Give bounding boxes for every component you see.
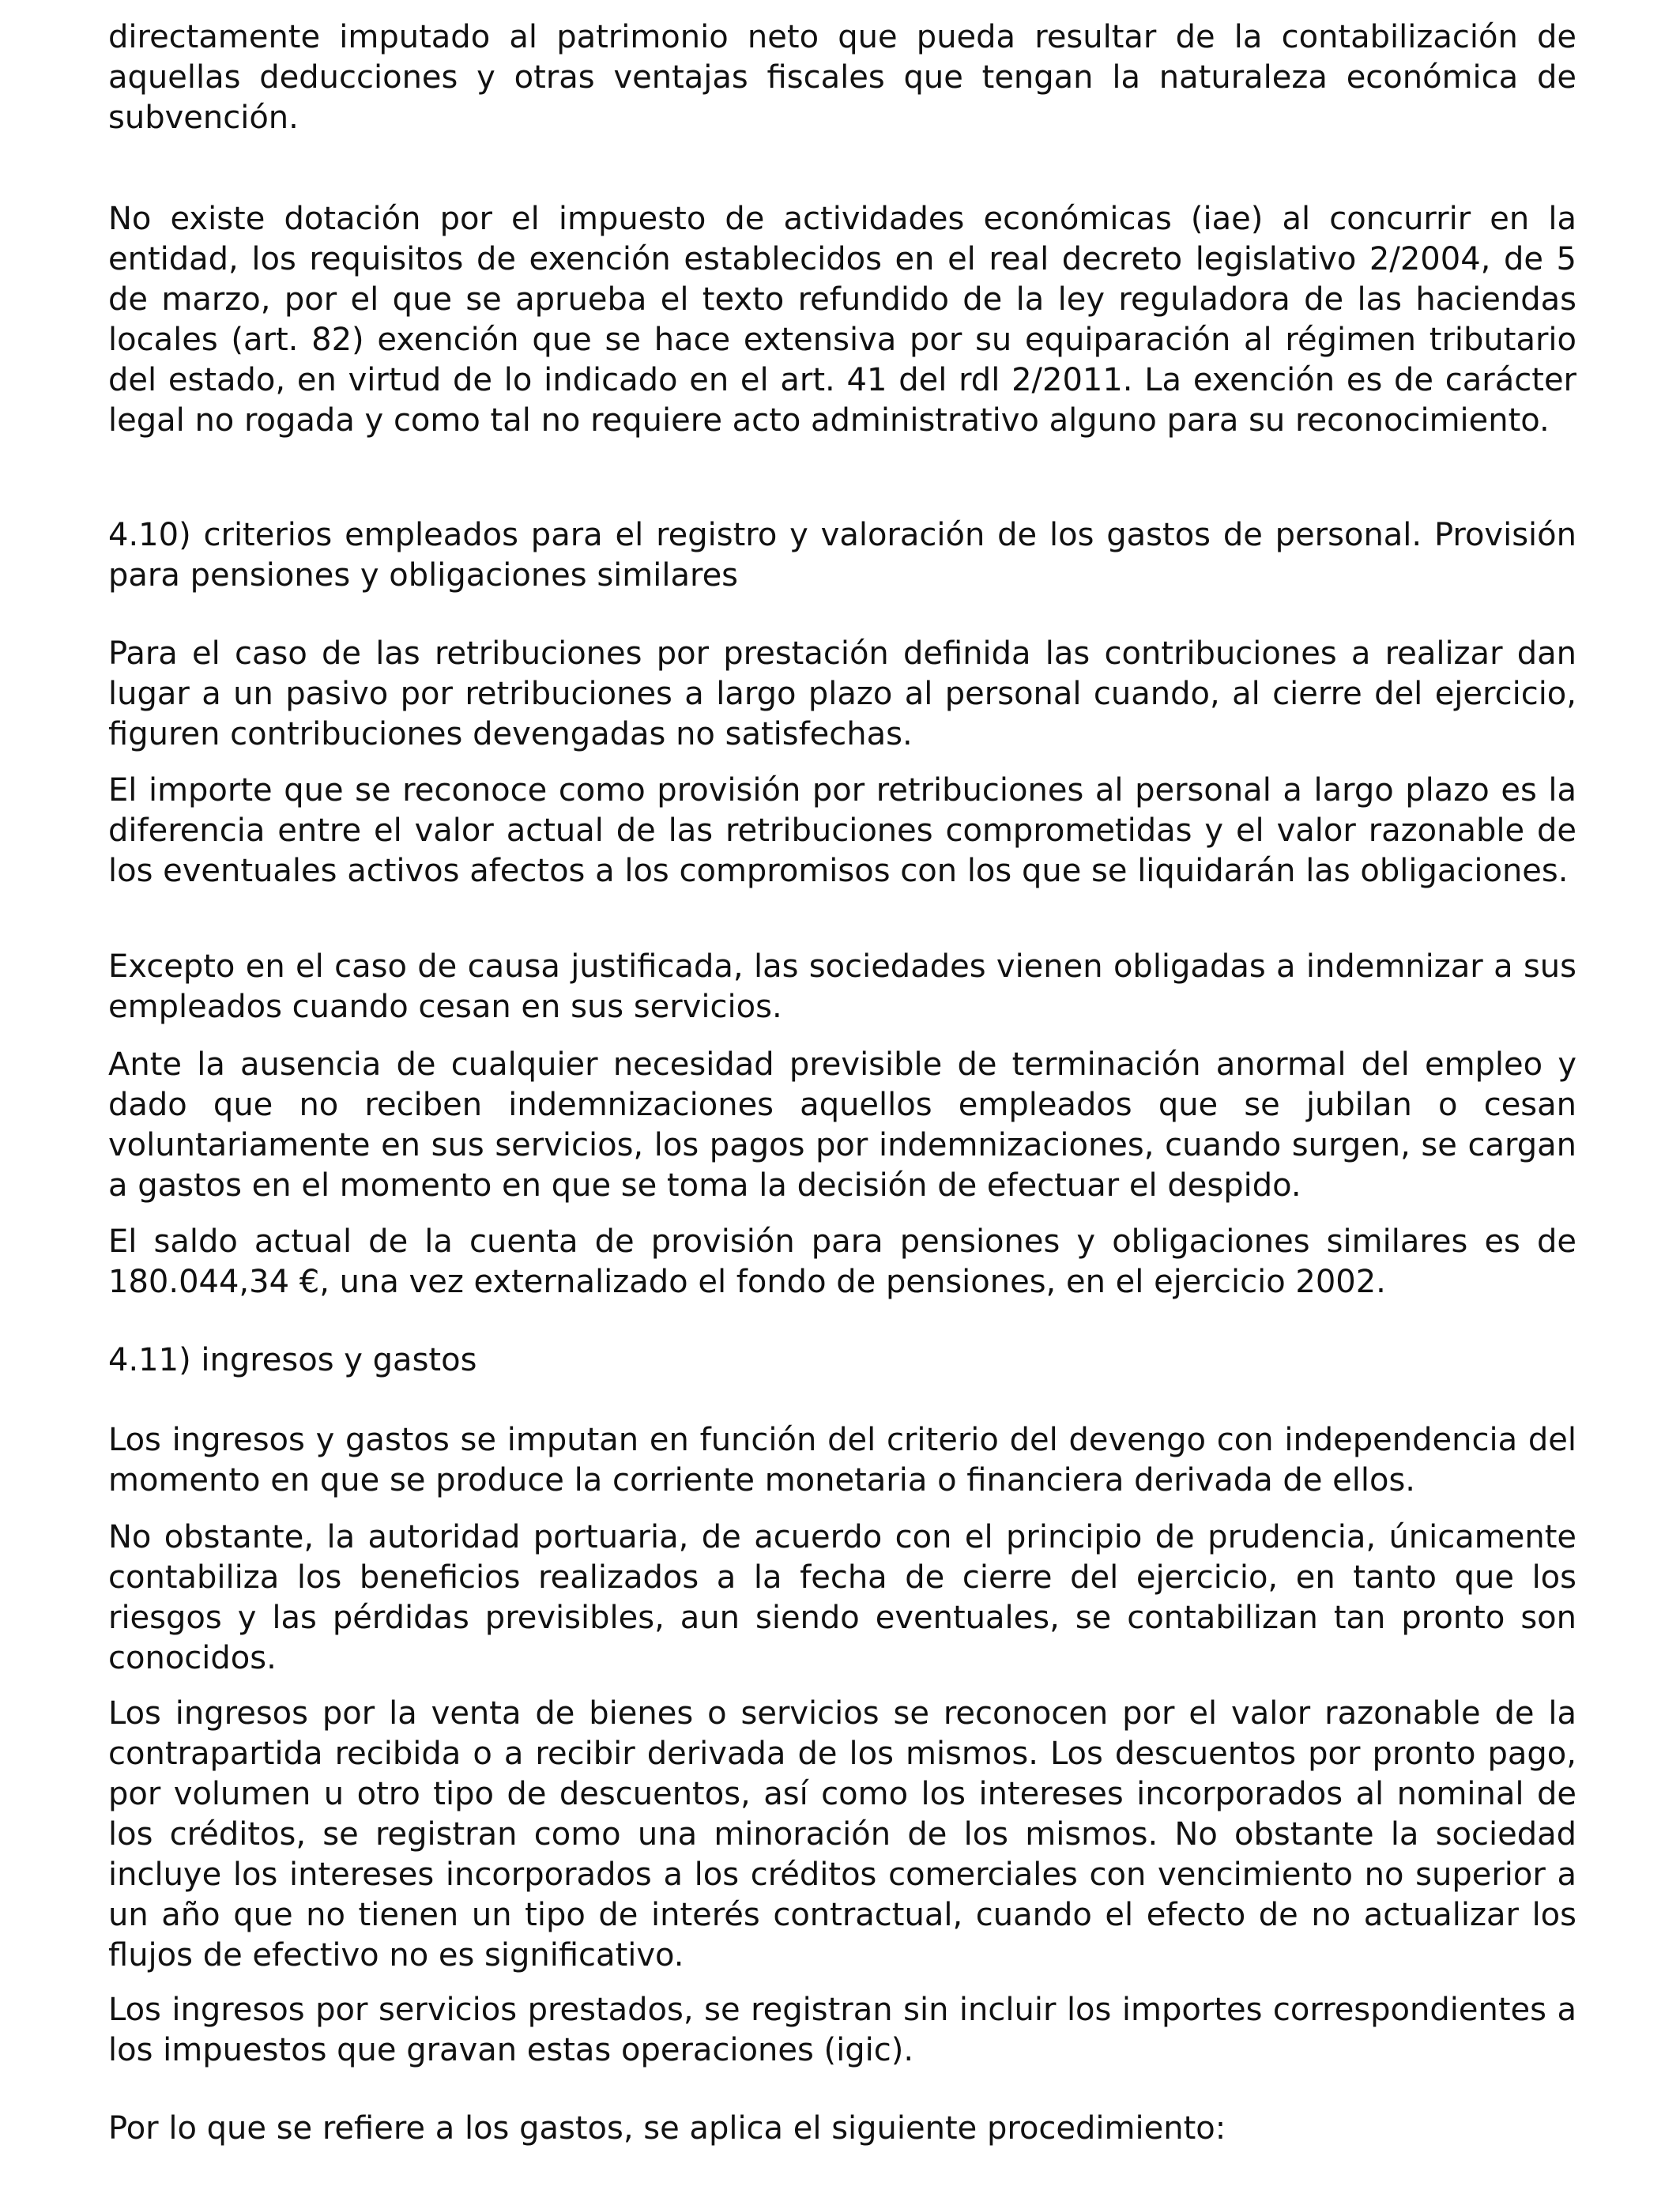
paragraph-iae-exencion: No existe dotación por el impuesto de actividades económicas (iae) al concurrir en la entidad, los requisitos de exención establecidos en el real decreto legislativo 2/2004, de 5 de marzo, por el que se aprueba el texto refundido de la ley reguladora de las haciendas locales (art. 82) exención que se hace extensiva por su equiparación al régimen tributario del estado, en virtud de lo indicado en el art. 41 del rdl 2/2011. La exención es de carácter legal no rogada y como tal no requiere acto administrativo alguno para su reconocimiento.: [108, 201, 1576, 439]
section-heading-4-11: 4.11) ingresos y gastos: [108, 1342, 477, 1378]
paragraph-criterio-devengo: Los ingresos y gastos se imputan en función del criterio del devengo con independencia del momento en que se produce la corriente monetaria o financiera derivada de ellos.: [108, 1422, 1576, 1498]
paragraph-retribuciones-prestacion: Para el caso de las retribuciones por prestación definida las contribuciones a realizar dan lugar a un pasivo por retribuciones a largo plazo al personal cuando, al cierre del ejercicio, figuren contribuciones devengadas no satisfechas.: [108, 635, 1576, 752]
paragraph-indemnizar-empleados: Excepto en el caso de causa justificada, las sociedades vienen obligadas a indemnizar a sus empleados cuando cesan en sus servicios.: [108, 948, 1576, 1025]
paragraph-procedimiento-gastos: Por lo que se refiere a los gastos, se aplica el siguiente procedimiento:: [108, 2110, 1226, 2147]
paragraph-servicios-prestados: Los ingresos por servicios prestados, se registran sin incluir los importes correspondientes a los impuestos que gravan estas operaciones (igic).: [108, 1992, 1576, 2068]
paragraph-deducciones-subvencion: directamente imputado al patrimonio neto que pueda resultar de la contabilización de aquellas deducciones y otras ventajas fiscales que tengan la naturaleza económica de subvención.: [108, 19, 1576, 136]
paragraph-venta-bienes: Los ingresos por la venta de bienes o servicios se reconocen por el valor razonable de la contrapartida recibida o a recibir derivada de los mismos. Los descuentos por pronto pago, por volumen u otro tipo de descuentos, así como los intereses incorporados al nominal de los créditos, se registran como una minoración de los mismos. No obstante la sociedad incluye los intereses incorporados a los créditos comerciales con vencimiento no superior a un año que no tienen un tipo de interés contractual, cuando el efecto de no actualizar los flujos de efectivo no es significativo.: [108, 1695, 1576, 1973]
paragraph-principio-prudencia: No obstante, la autoridad portuaria, de acuerdo con el principio de prudencia, únicamente contabiliza los beneficios realizados a la fecha de cierre del ejercicio, en tanto que los riesgos y las pérdidas previsibles, aun siendo eventuales, se contabilizan tan pronto son conocidos.: [108, 1519, 1576, 1676]
section-heading-4-10: 4.10) criterios empleados para el registro y valoración de los gastos de personal. Provisión para pensiones y obligaciones similares: [108, 517, 1576, 594]
paragraph-ausencia-necesidad: Ante la ausencia de cualquier necesidad previsible de terminación anormal del empleo y dado que no reciben indemnizaciones aquellos empleados que se jubilan o cesan voluntariamente en sus servicios, los pagos por indemnizaciones, cuando surgen, se cargan a gastos en el momento en que se toma la decisión de efectuar el despido.: [108, 1046, 1576, 1204]
paragraph-saldo-provision: El saldo actual de la cuenta de provisión para pensiones y obligaciones similares es de 180.044,34 €, una vez externalizado el fondo de pensiones, en el ejercicio 2002.: [108, 1223, 1576, 1300]
paragraph-importe-provision: El importe que se reconoce como provisión por retribuciones al personal a largo plazo es la diferencia entre el valor actual de las retribuciones comprometidas y el valor razonable de los eventuales activos afectos a los compromisos con los que se liquidarán las obligaciones.: [108, 772, 1576, 889]
